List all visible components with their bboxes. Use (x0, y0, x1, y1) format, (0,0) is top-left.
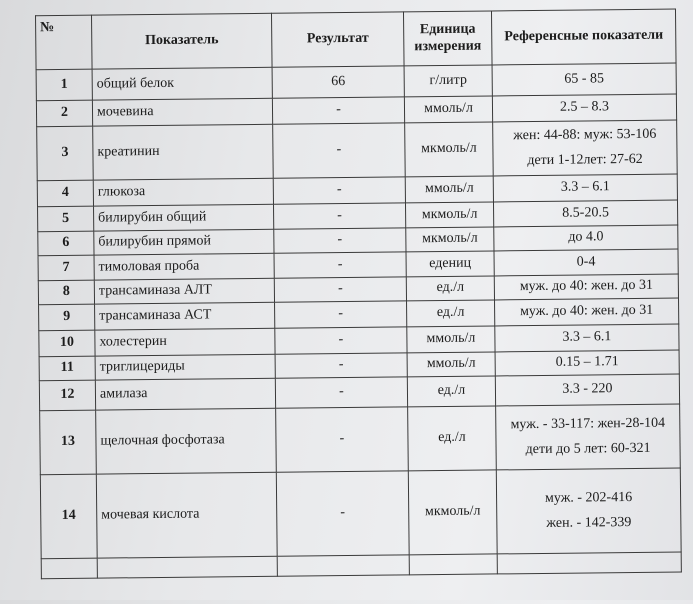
row-number: 4 (37, 180, 93, 207)
header-result: Результат (271, 12, 404, 67)
row-unit: мкмоль/л (406, 227, 494, 252)
row-unit: ммоль/л (404, 96, 492, 123)
row-unit: ммоль/л (407, 352, 495, 377)
row-parameter-name: амилаза (95, 378, 275, 410)
reference-line: муж. до 40: жен. до 31 (519, 303, 654, 320)
row-result: - (273, 203, 405, 229)
row-number: 10 (39, 330, 95, 357)
row-reference (493, 120, 678, 176)
row-unit: ед./л (407, 300, 495, 327)
reference-line: 3.3 - 220 (562, 381, 613, 398)
empty-cell (97, 556, 277, 578)
reference-line: 3.3 – 6.1 (562, 329, 612, 346)
row-unit: г/литр (404, 65, 492, 97)
reference-line: 0.15 – 1.71 (555, 354, 619, 371)
row-result: - (274, 252, 406, 278)
row-number: 8 (38, 280, 94, 305)
row-result: - (276, 407, 409, 472)
row-number: 11 (39, 356, 95, 381)
row-unit: мкмоль/л (405, 122, 494, 177)
table-row (40, 404, 681, 475)
header-parameter: Показатель (92, 13, 273, 69)
row-reference (494, 249, 678, 276)
row-parameter-name: билирубин общий (94, 204, 274, 231)
row-reference (496, 468, 681, 554)
row-unit: едениц (406, 251, 494, 277)
row-number: 12 (39, 380, 95, 411)
table-row (37, 120, 678, 181)
row-result: 66 (272, 66, 404, 98)
row-parameter-name: общий белок (92, 67, 272, 100)
row-reference (492, 63, 676, 96)
row-parameter-name: трансаминаза АСТ (95, 302, 275, 330)
reference-line: муж. - 202-416 (544, 490, 633, 507)
row-result: - (273, 177, 405, 204)
row-result: - (275, 327, 407, 354)
row-parameter-name: трансаминаза АЛТ (94, 278, 274, 304)
row-unit: ед./л (408, 406, 497, 471)
row-result: - (273, 123, 406, 178)
row-parameter-name: холестерин (95, 328, 275, 356)
row-result: - (274, 228, 406, 253)
row-reference (495, 350, 679, 376)
row-unit: ед./л (407, 376, 495, 407)
row-reference (492, 94, 676, 122)
row-parameter-name: мочевая кислота (96, 472, 277, 558)
reference-line: до 4.0 (568, 229, 604, 246)
row-parameter-name: триглицериды (95, 354, 275, 380)
row-parameter-name: щелочная фосфотаза (96, 408, 277, 474)
row-unit: ммоль/л (405, 176, 493, 203)
reference-line: 8.5-20.5 (562, 205, 610, 221)
reference-line: дети 1-12лет: 27-62 (527, 151, 643, 168)
row-unit: ммоль/л (407, 326, 495, 353)
row-number: 7 (38, 255, 94, 281)
reference-line: 2.5 – 8.3 (559, 99, 610, 116)
row-result: - (275, 377, 407, 408)
reference-line: муж. - 33-117: жен-28-104 (510, 416, 666, 433)
empty-cell (41, 558, 97, 579)
row-reference (494, 225, 678, 251)
reference-line: 0-4 (576, 254, 596, 270)
row-number: 13 (40, 410, 97, 475)
row-reference (493, 200, 677, 227)
row-number: 9 (39, 304, 95, 331)
empty-cell (277, 555, 409, 576)
table-header-row (36, 9, 677, 70)
row-result: - (275, 301, 407, 328)
row-parameter-name: билирубин прямой (94, 229, 274, 255)
row-parameter-name: мочевина (92, 98, 272, 126)
row-unit: мкмоль/л (408, 470, 497, 555)
row-reference (494, 274, 678, 300)
empty-cell (409, 554, 497, 575)
row-result: - (272, 97, 404, 124)
lab-results-table (35, 9, 682, 580)
reference-line: дети до 5 лет: 60-321 (525, 440, 651, 457)
header-num: № (36, 15, 93, 70)
row-result: - (276, 471, 409, 556)
reference-line: муж. до 40: жен. до 31 (519, 278, 654, 295)
row-number: 5 (38, 206, 94, 232)
reference-line: жен: 44-88: муж: 53-106 (513, 127, 657, 144)
row-reference (495, 298, 679, 326)
header-reference: Референсные показатели (491, 9, 676, 65)
row-result: - (275, 353, 407, 378)
row-number: 6 (38, 231, 94, 256)
row-parameter-name: креатинин (93, 124, 274, 180)
row-number: 3 (37, 126, 94, 181)
row-number: 14 (40, 474, 97, 559)
reference-line: 3.3 – 6.1 (560, 179, 610, 196)
table-row (40, 468, 681, 559)
row-unit: мкмоль/л (405, 202, 493, 228)
row-parameter-name: глюкоза (93, 178, 273, 206)
reference-line: жен. - 142-339 (546, 514, 632, 531)
row-result: - (274, 277, 406, 302)
row-reference (495, 374, 679, 406)
row-reference (493, 174, 677, 202)
row-reference (496, 404, 681, 470)
reference-line: 65 - 85 (564, 71, 605, 87)
row-number: 1 (36, 69, 92, 101)
empty-cell (497, 552, 681, 574)
row-unit: ед./л (406, 276, 494, 301)
row-reference (495, 324, 679, 352)
header-unit: Единица измерения (403, 11, 492, 66)
row-number: 2 (36, 100, 92, 127)
row-parameter-name: тимоловая проба (94, 253, 274, 280)
